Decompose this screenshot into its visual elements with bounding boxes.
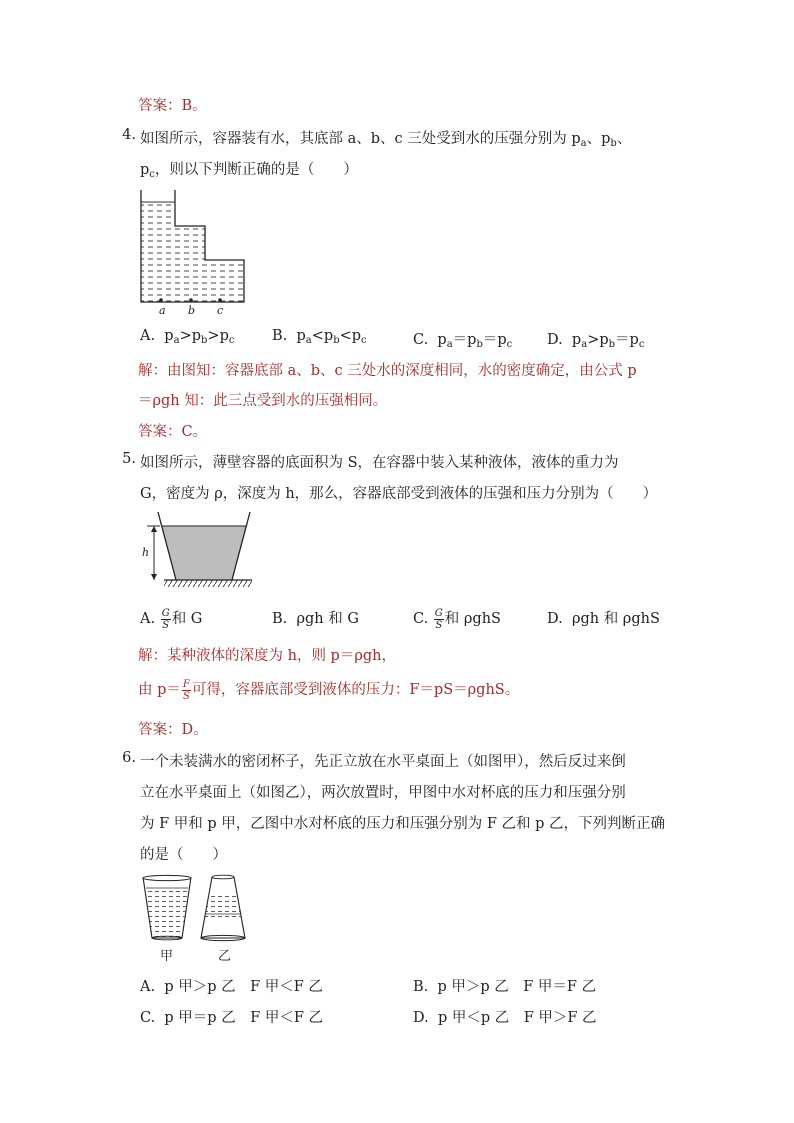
q4-solution-line1: 解：由图知：容器底部 a、b、c 三处水的深度相同，水的密度确定，由公式 p xyxy=(138,363,637,379)
q6-fig-label-yi: 乙 xyxy=(218,949,232,964)
q6-number: 6. xyxy=(122,750,136,766)
q3-answer: 答案：B。 xyxy=(138,98,207,114)
q6-option-a: A. p 甲＞p 乙 F 甲＜F 乙 xyxy=(140,979,323,995)
q4-number: 4. xyxy=(122,127,136,143)
q4-option-a: A. $p_a>p_b>p_c$ xyxy=(140,328,235,346)
q6-option-c: C. p 甲＝p 乙 F 甲＜F 乙 xyxy=(140,1010,324,1026)
q4-option-c: C. $p_a=p_b=p_c$ xyxy=(413,332,513,350)
q5-solution-line1: 解：某种液体的深度为 h，则 p＝ρgh， xyxy=(138,648,396,664)
q4-fig-label-c: c xyxy=(217,304,224,317)
q5-option-a: A. $\frac{G}{S}$ 和 G xyxy=(140,607,203,631)
q6-cups-figure xyxy=(140,874,260,966)
q5-fig-label-h: h xyxy=(142,546,150,559)
q4-fig-label-b: b xyxy=(188,304,196,317)
q6-stem-line2: 立在水平桌面上（如图乙），两次放置时，甲图中水对杯底的压力和压强分别 xyxy=(140,785,626,801)
q6-option-d: D. p 甲＜p 乙 F 甲＞F 乙 xyxy=(413,1010,597,1026)
q5-container-figure xyxy=(140,512,255,592)
q4-stem-line2: $p_c$，则以下判断正确的是（ ） xyxy=(140,162,358,180)
q6-fig-label-jia: 甲 xyxy=(160,949,174,964)
q5-number: 5. xyxy=(122,451,136,467)
q4-solution-line2: ＝ρgh 知：此三点受到水的压强相同。 xyxy=(138,393,388,409)
q4-option-b: B. $p_a<p_b<p_c$ xyxy=(272,328,367,346)
q4-stem-line1: 如图所示，容器装有水，其底部 a、b、c 三处受到水的压强分别为 $p_a$、$p_b$、 xyxy=(140,131,632,149)
q5-option-b: B. ρgh 和 G xyxy=(272,611,359,627)
q5-option-c: C. $\frac{G}{S}$ 和 ρghS xyxy=(413,607,501,631)
q6-stem-line3: 为 F 甲和 p 甲，乙图中水对杯底的压力和压强分别为 F 乙和 p 乙，下列判断正确 xyxy=(140,816,666,832)
q6-stem-line1: 一个未装满水的密闭杯子，先正立放在水平桌面上（如图甲），然后反过来倒 xyxy=(140,754,626,770)
q5-stem-line1: 如图所示，薄壁容器的底面积为 S，在容器中装入某种液体，液体的重力为 xyxy=(140,455,619,471)
q4-answer: 答案：C。 xyxy=(138,424,208,440)
q5-answer: 答案：D。 xyxy=(138,722,208,738)
q5-stem-line2: G，密度为 ρ，深度为 h，那么，容器底部受到液体的压强和压力分别为（ ） xyxy=(140,486,658,502)
q4-option-d: D. $p_a>p_b=p_c$ xyxy=(547,332,645,350)
q4-fig-label-a: a xyxy=(159,304,166,317)
q4-sub-a: a xyxy=(580,138,587,149)
q5-option-d: D. ρgh 和 ρghS xyxy=(547,611,660,627)
q4-sub-b: b xyxy=(610,138,617,149)
q5-solution-line2: 由 p＝ $\frac{F}{S}$ 可得，容器底部受到液体的压力：F＝pS＝ρghS。 xyxy=(138,678,520,702)
q6-option-b: B. p 甲＞p 乙 F 甲＝F 乙 xyxy=(413,979,597,995)
q4-stepped-container-figure xyxy=(138,190,248,316)
q6-stem-line4: 的是（ ） xyxy=(140,847,227,863)
